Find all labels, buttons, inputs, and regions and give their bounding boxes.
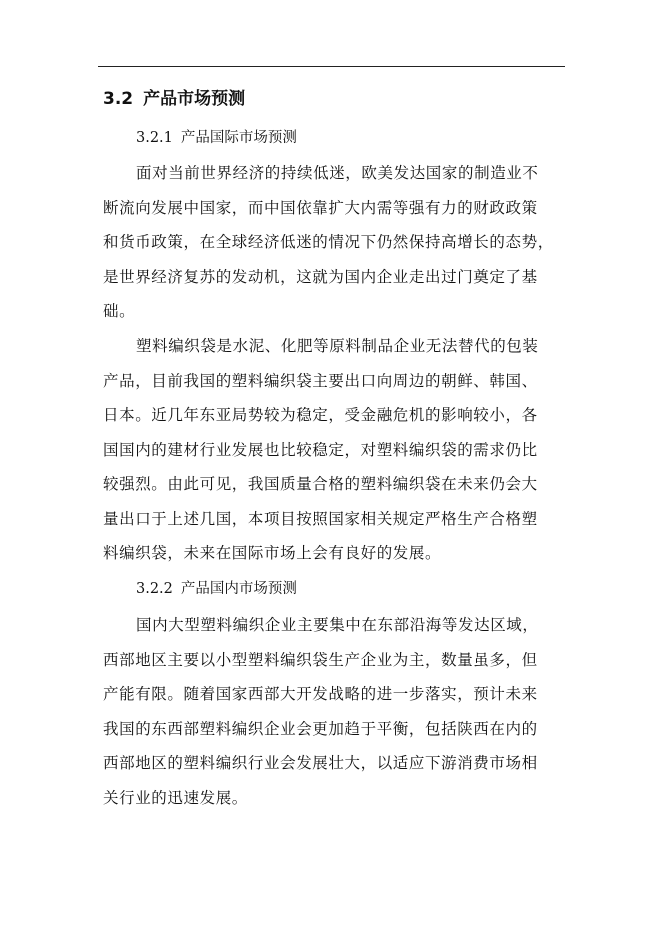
- text-line: 日本。近几年东亚局势较为稳定，受金融危机的影响较小，各: [103, 406, 538, 424]
- text-line: 国国内的建材行业发展也比较稳定，对塑料编织袋的需求仍比: [103, 440, 538, 459]
- text-line: 产品，目前我国的塑料编织袋主要出口向周边的朝鲜、韩国、: [103, 371, 538, 390]
- text-line: 国内大型塑料编织企业主要集中在东部沿海等发达区域，: [136, 616, 539, 634]
- text-line: 关行业的迅速发展。: [103, 788, 248, 807]
- paragraph-world-economy: [103, 156, 558, 329]
- text-line: 产能有限。随着国家西部大开发战略的进一步落实，预计未来: [103, 685, 538, 703]
- text-line: 础。: [103, 302, 136, 320]
- section-number: 3.2: [103, 89, 134, 109]
- subsection-title: 产品国际市场预测: [180, 130, 297, 146]
- subsection-number: 3.2.2: [136, 581, 173, 597]
- text-line: 断流向发展中国家，而中国依靠扩大内需等强有力的财政政策: [103, 198, 538, 217]
- subsection-heading-international: [136, 128, 297, 148]
- text-line: 料编织袋，未来在国际市场上会有良好的发展。: [103, 544, 442, 562]
- text-line: 量出口于上述几国，本项目按照国家相关规定严格生产合格塑: [103, 509, 538, 528]
- text-line: 是世界经济复苏的发动机，这就为国内企业走出过门奠定了基: [103, 267, 538, 286]
- subsection-heading-domestic: [136, 579, 297, 599]
- text-line: 面对当前世界经济的持续低迷，欧美发达国家的制造业不: [136, 164, 539, 182]
- text-line: 和货币政策，在全球经济低迷的情况下仍然保持高增长的态势，: [103, 233, 554, 251]
- section-heading: [103, 88, 245, 110]
- paragraph-woven-bag-export: [103, 329, 558, 571]
- paragraph-domestic-market: [103, 608, 558, 815]
- subsection-number: 3.2.1: [136, 130, 173, 146]
- text-line: 塑料编织袋是水泥、化肥等原料制品企业无法替代的包装: [136, 337, 539, 355]
- text-line: 西部地区的塑料编织行业会发展壮大，以适应下游消费市场相: [103, 754, 538, 772]
- text-line: 我国的东西部塑料编织企业会更加趋于平衡，包括陕西在内的: [103, 719, 538, 738]
- section-title: 产品市场预测: [143, 89, 246, 109]
- text-line: 西部地区主要以小型塑料编织袋生产企业为主，数量虽多，但: [103, 650, 538, 669]
- text-line: 较强烈。由此可见，我国质量合格的塑料编织袋在未来仍会大: [103, 475, 538, 493]
- subsection-title: 产品国内市场预测: [180, 581, 297, 597]
- header-rule: [98, 66, 565, 67]
